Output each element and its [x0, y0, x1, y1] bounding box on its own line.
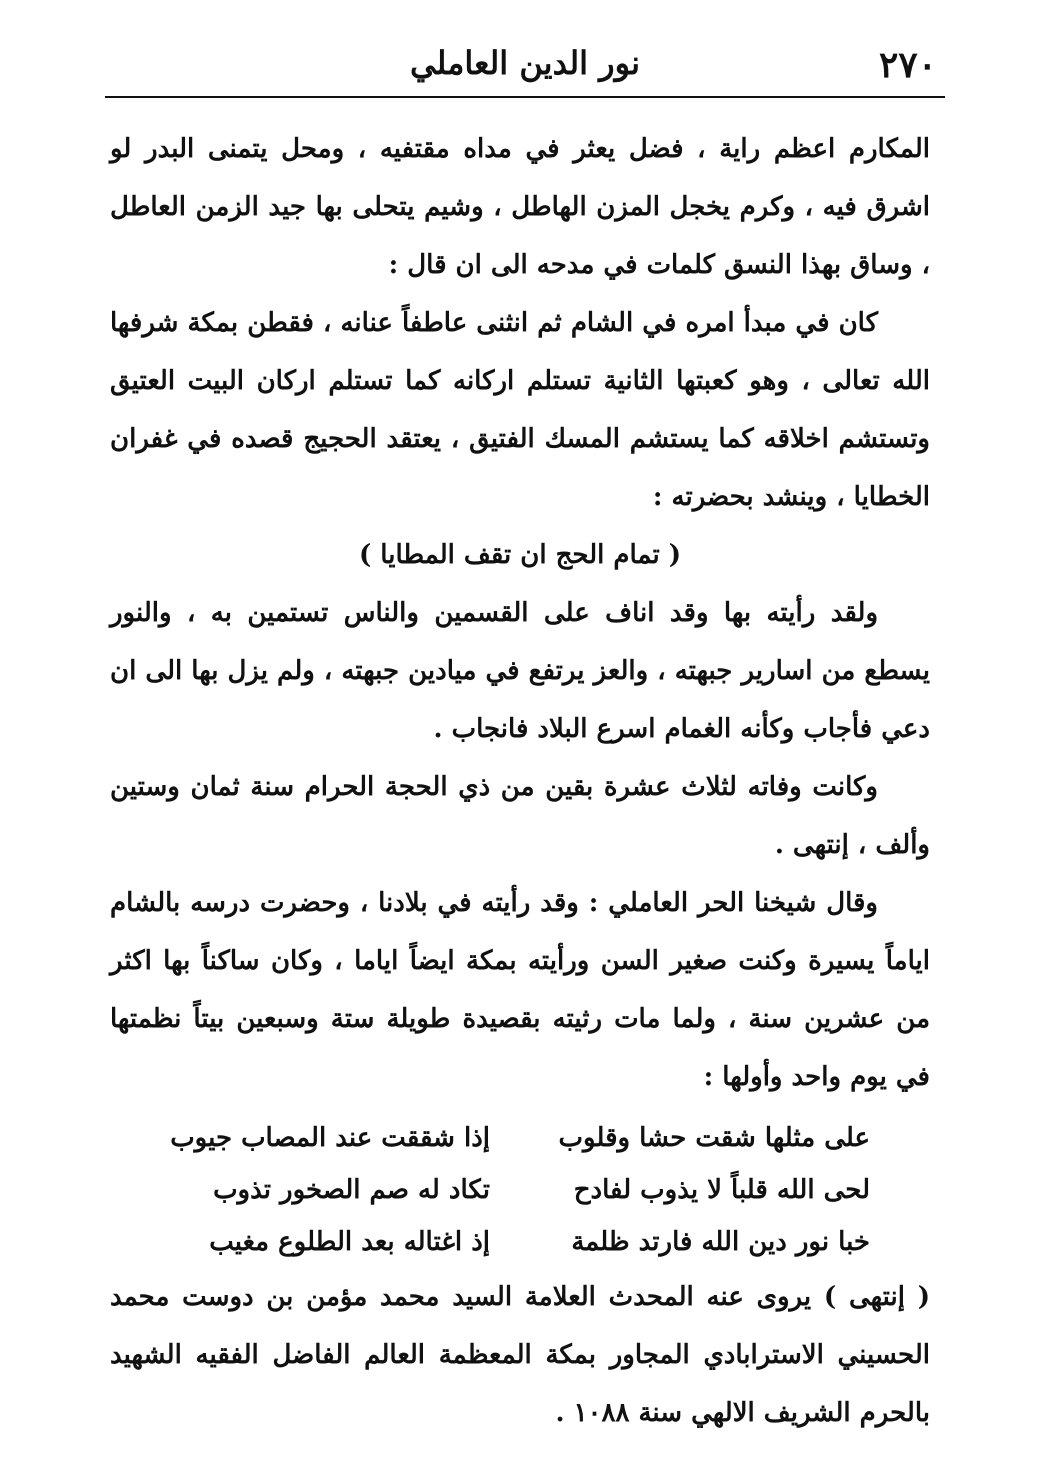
poem-verse: [110, 1164, 930, 1216]
paragraph-2: كان في مبدأ امره في الشام ثم انثنى عاطفاً عنانه ، فقطن بمكة شرفها الله تعالى ، وهو كعبتها الثانية تستلم اركانه كما تستلم اركان البيت العتيق وتستشم اخلاقه كما يستشم المسك الفتيق ، يعتقد الحجيج قصده في غفران الخطايا ، وينشد بحضرته :: [110, 308, 930, 512]
running-title: نور الدين العاملي: [409, 44, 641, 82]
header-rule: [105, 96, 945, 98]
verse-first-hemistich: خبا نور دين الله فارتد ظلمة: [571, 1227, 870, 1257]
verse-second-hemistich: تكاد له صم الصخور تذوب: [213, 1175, 490, 1205]
page-number: ٢٧٠: [878, 44, 937, 86]
poem: [110, 1112, 930, 1268]
verse-first-hemistich: لحى الله قلباً لا يذوب لفادح: [573, 1175, 870, 1205]
paragraph-4: وكانت وفاته لثلاث عشرة بقين من ذي الحجة الحرام سنة ثمان وستين وألف ، إنتهى .: [110, 772, 930, 860]
quoted-verse: ( تمام الحج ان تقف المطايا ): [358, 540, 682, 570]
page-body: [110, 120, 930, 1442]
poem-verse: [110, 1112, 930, 1164]
page-header: [105, 44, 945, 94]
verse-second-hemistich: إذ اغتاله بعد الطلوع مغيب: [209, 1227, 490, 1257]
paragraph-5: وقال شيخنا الحر العاملي : وقد رأيته في بلادنا ، وحضرت درسه بالشام اياماً يسيرة وكنت صغير السن ورأيته بمكة ايضاً اياما ، وكان ساكناً بها اكثر من عشرين سنة ، ولما مات رثيته بقصيدة طويلة ستة وسبعين بيتاً نظمتها في يوم واحد وأولها :: [110, 888, 930, 1092]
paragraph-1: المكارم اعظم راية ، فضل يعثر في مداه مقتفيه ، ومحل يتمنى البدر لو اشرق فيه ، وكرم يخجل المزن الهاطل ، وشيم يتحلى بها جيد الزمن العاطل ، وساق بهذا النسق كلمات في مدحه الى ان قال :: [110, 134, 930, 280]
verse-second-hemistich: إذا شققت عند المصاب جيوب: [170, 1123, 490, 1153]
poem-verse: [110, 1216, 930, 1268]
closing-paragraph: ( إنتهى ) يروى عنه المحدث العلامة السيد محمد مؤمن بن دوست محمد الحسيني الاسترابادي المجاور بمكة المعظمة العالم الفاضل الفقيه الشهيد بالحرم الشريف الالهي سنة ١٠٨٨ .: [110, 1282, 930, 1428]
paragraph-3: ولقد رأيته بها وقد اناف على القسمين والناس تستمين به ، والنور يسطع من اسارير جبهته ، والعز يرتفع في ميادين جبهته ، ولم يزل بها الى ان دعي فأجاب وكأنه الغمام اسرع البلاد فانجاب .: [110, 598, 930, 744]
verse-first-hemistich: على مثلها شقت حشا وقلوب: [558, 1123, 870, 1153]
